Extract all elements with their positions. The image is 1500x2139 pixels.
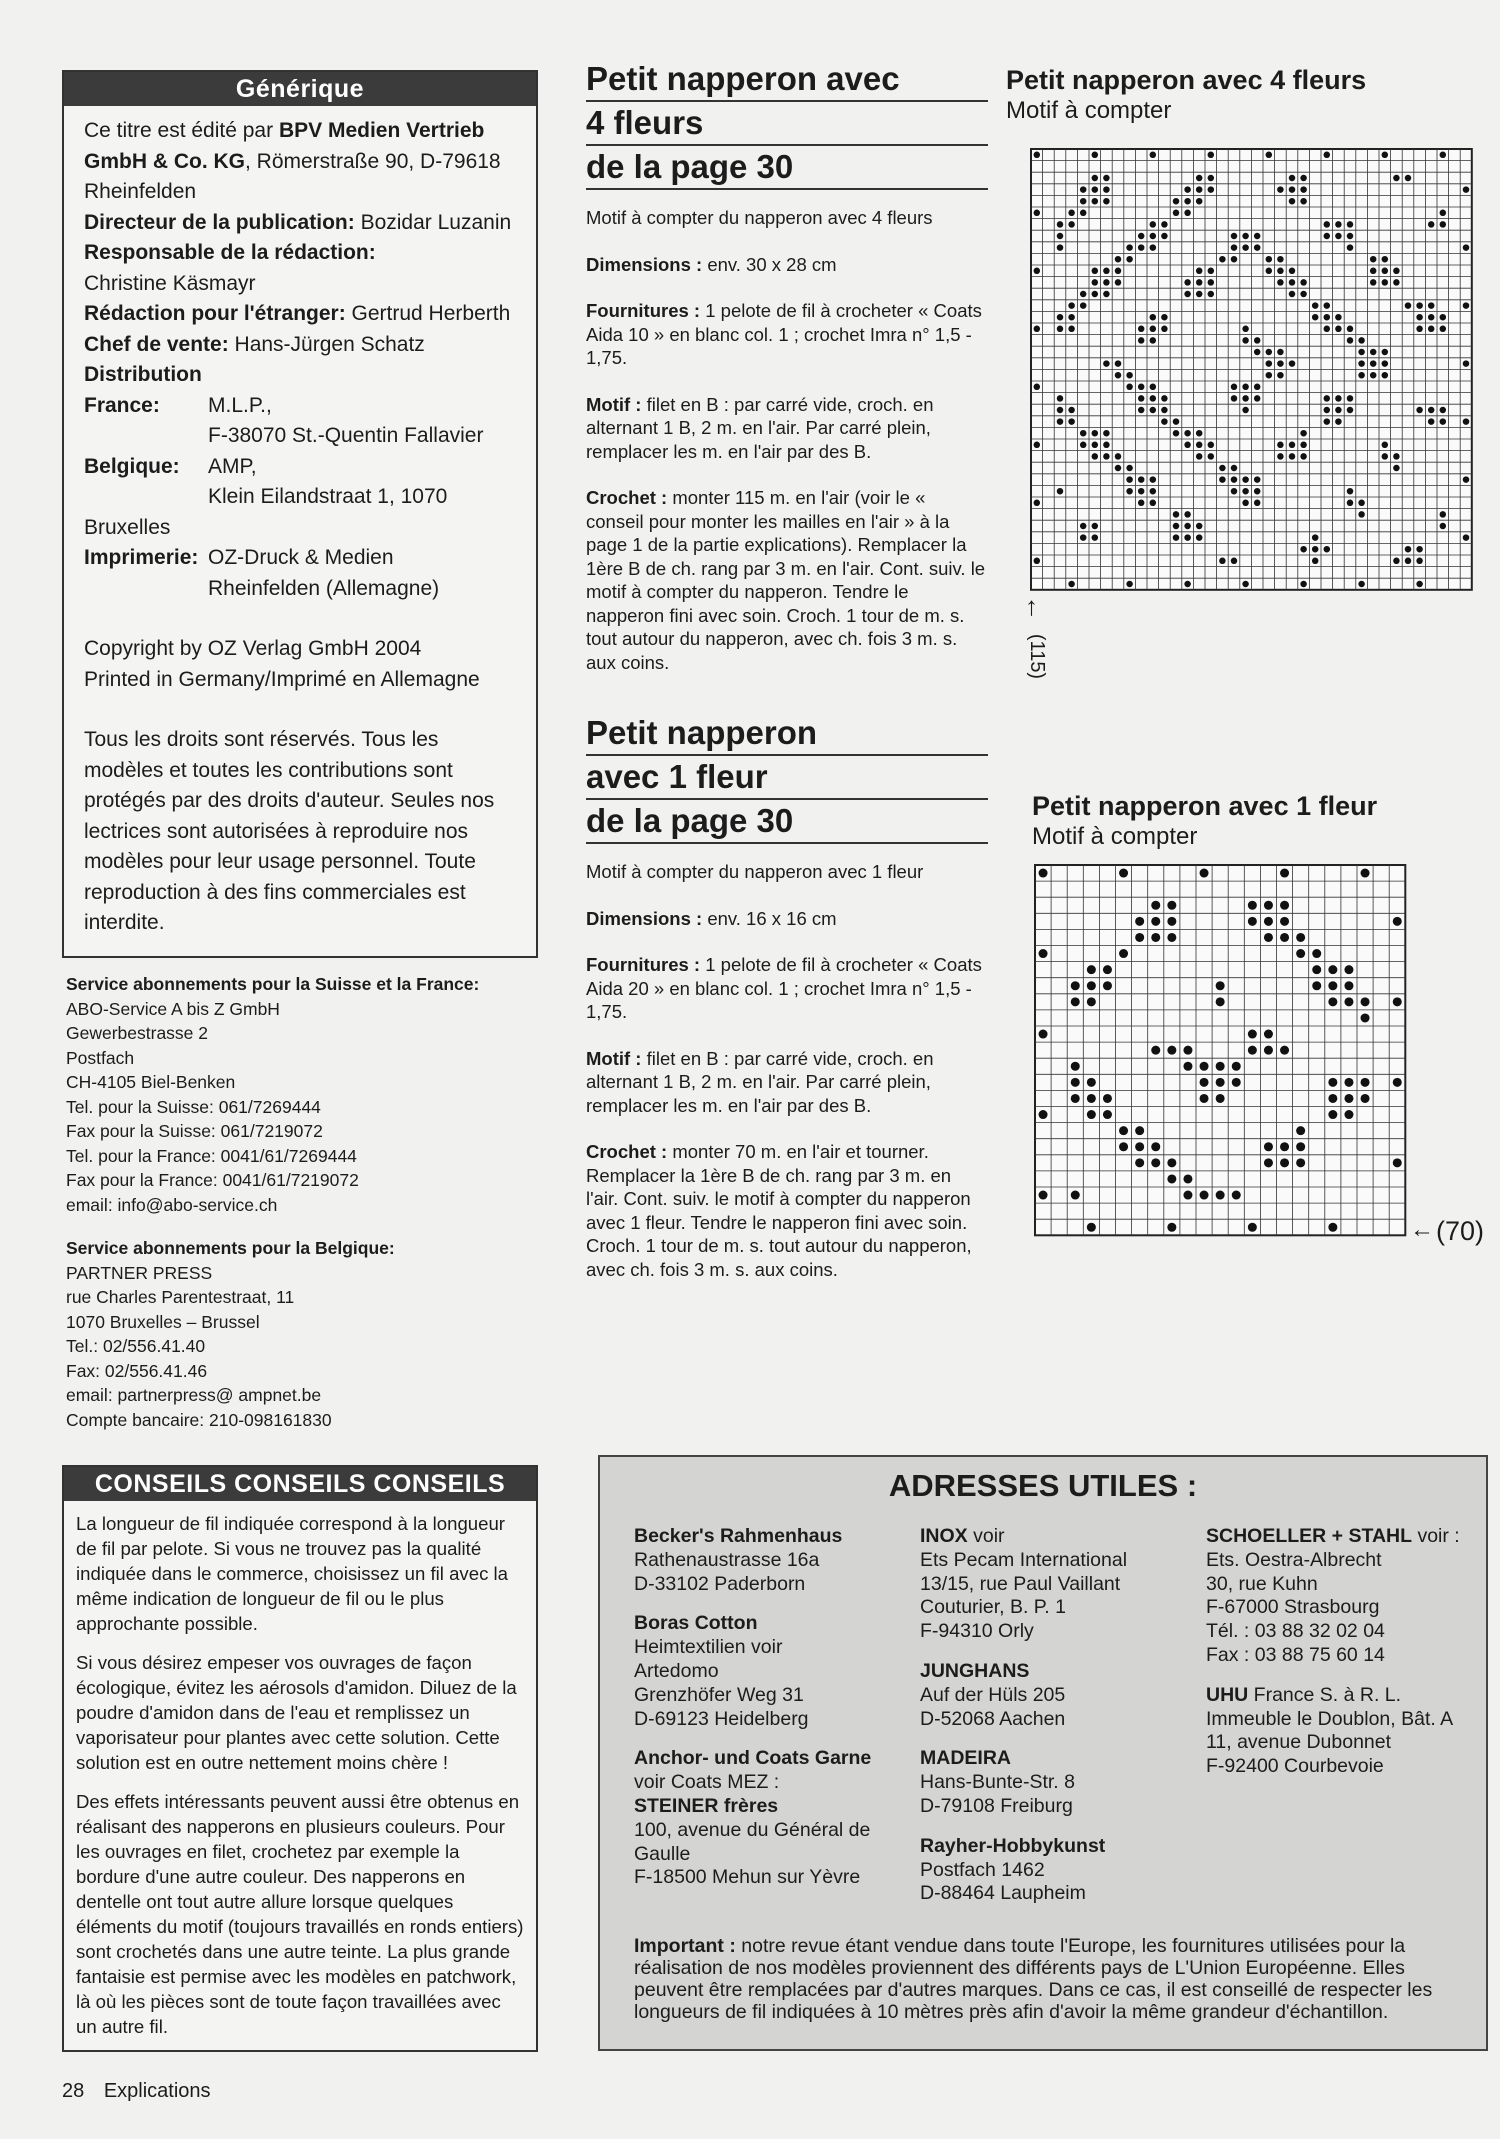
chart-1-fleur-title: Petit napperon avec 1 fleur bbox=[1032, 791, 1378, 821]
address-entry bbox=[920, 1525, 1190, 1644]
article-4-fleurs-title: Petit napperon avec 4 fleurs de la page 30 bbox=[586, 58, 988, 190]
service-line: email: info@abo-service.ch bbox=[66, 1194, 278, 1215]
distribution-heading: Distribution bbox=[84, 363, 202, 386]
imprimerie-row: Imprimerie: OZ-Druck & Medien Rheinfelden (Allemagne) bbox=[84, 546, 440, 600]
belgique-city: Bruxelles bbox=[84, 515, 171, 539]
service-line: Tel. pour la Suisse: 061/7269444 bbox=[66, 1096, 321, 1117]
address-name: STEINER frères bbox=[634, 1794, 779, 1817]
generique-body bbox=[64, 106, 536, 939]
service-line: email: partnerpress@ ampnet.be bbox=[66, 1385, 322, 1405]
address-line: 13/15, rue Paul Vaillant bbox=[920, 1572, 1121, 1595]
address-line: Immeuble le Doublon, Bât. A bbox=[1206, 1707, 1454, 1730]
service-line: Fax pour la Suisse: 061/7219072 bbox=[66, 1121, 323, 1141]
adresses-col-3 bbox=[1206, 1525, 1476, 1795]
generique-title: Générique bbox=[64, 72, 536, 106]
address-line: Ets Pecam International bbox=[920, 1548, 1128, 1571]
address-entry bbox=[634, 1525, 904, 1596]
address-line: Auf der Hüls 205 bbox=[920, 1683, 1066, 1706]
address-line: D-79108 Freiburg bbox=[920, 1794, 1073, 1817]
address-line: Rathenaustrasse 16a bbox=[634, 1548, 820, 1571]
chart-4-fleurs-count: (115) bbox=[1026, 633, 1049, 680]
chart-4-fleurs-title: Petit napperon avec 4 fleurs bbox=[1006, 65, 1367, 95]
address-line: D-33102 Paderborn bbox=[634, 1572, 806, 1595]
address-name: SCHOELLER + STAHL bbox=[1206, 1525, 1413, 1547]
chart-4-fleurs-heading bbox=[1006, 64, 1426, 126]
service-line: Fax: 02/556.41.46 bbox=[66, 1360, 208, 1381]
address-suffix: voir bbox=[967, 1525, 1005, 1547]
article-1-fleur-title: Petit napperon avec 1 fleur de la page 30 bbox=[586, 712, 988, 844]
footer-section: Explications bbox=[103, 2080, 211, 2102]
address-line: Postfach 1462 bbox=[920, 1858, 1045, 1881]
service-line: rue Charles Parentestraat, 11 bbox=[66, 1287, 295, 1307]
adresses-col-2 bbox=[920, 1525, 1190, 1922]
responsable-value: Christine Käsmayr bbox=[84, 271, 256, 295]
address-line: F-92400 Courbevoie bbox=[1206, 1755, 1384, 1778]
address-line: Tél. : 03 88 32 02 04 bbox=[1206, 1620, 1385, 1643]
address-name: Rayher-Hobbykunst bbox=[920, 1834, 1106, 1857]
publisher-line: Ce titre est édité par BPV Medien Vertrieb GmbH & Co. KG, Römerstraße 90, D-79618 Rheinfelden bbox=[84, 119, 501, 203]
service-line: Tel. pour la France: 0041/61/7269444 bbox=[66, 1145, 357, 1166]
conseils-box bbox=[62, 1465, 538, 2052]
printed-line: Printed in Germany/Imprimé en Allemagne bbox=[84, 667, 480, 691]
responsable-label: Responsable de la rédaction: bbox=[84, 241, 376, 264]
address-entry bbox=[634, 1612, 904, 1731]
chart-1-fleur-subtitle: Motif à compter bbox=[1032, 823, 1198, 850]
adresses-col-1 bbox=[634, 1525, 904, 1906]
address-line: voir Coats MEZ : bbox=[634, 1771, 780, 1794]
rights-text: Tous les droits sont réservés. Tous les modèles et toutes les contributions sont protégés par des droits d'auteur. Seules nos lectrices sont autorisées à reproduire nos modèles pour leur usage personnel. Toute reproduction à des fins commerciales est interdite. bbox=[84, 728, 495, 934]
page-number: 28 bbox=[62, 2080, 85, 2102]
article-4-fleurs-body: Motif à compter du napperon avec 4 fleurs Dimensions : env. 30 x 28 cm Fournitures : 1 pelote de fil à crocheter « Coats Aida 10 » en blanc col. 1 ; crochet Imra n° 1,5 - 1,75. Motif : filet en B : par carré vide, croch. en alternant 1 B, 2 m. en l'air. Par carré plein, remplacer les m. en l'air par des B. Crochet : monter 115 m. en l'air (voir le « conseil pour monter les mailles en l'air » à la page 1 de la partie explications). Remplacer la 1ère B de ch. rang par 3 m. en l'air. Cont. suiv. le motif à compter du napperon. Tendre le napperon fini avec soin. Croch. 1 tour de m. s. tout autour du napperon, avec ch. fois 3 m. s. aux coins. bbox=[586, 207, 986, 673]
address-line: 100, avenue du Général de Gaulle bbox=[634, 1818, 871, 1865]
address-line: D-69123 Heidelberg bbox=[634, 1707, 809, 1730]
address-line: 30, rue Kuhn bbox=[1206, 1572, 1318, 1595]
page-footer bbox=[62, 2080, 211, 2103]
service-be-heading: Service abonnements pour la Belgique: bbox=[66, 1238, 395, 1258]
service-line: Fax pour la France: 0041/61/7219072 bbox=[66, 1170, 359, 1190]
address-line: D-88464 Laupheim bbox=[920, 1882, 1086, 1905]
address-line: Ets. Oestra-Albrecht bbox=[1206, 1548, 1382, 1571]
address-name: Anchor- und Coats Garne bbox=[634, 1747, 872, 1770]
chart-4-fleurs-arrow-icon: ↑ bbox=[1025, 591, 1038, 621]
address-line: Fax : 03 88 75 60 14 bbox=[1206, 1643, 1385, 1666]
address-line: Artedomo bbox=[634, 1659, 719, 1682]
address-name: Boras Cotton bbox=[634, 1612, 758, 1635]
service-line: 1070 Bruxelles – Brussel bbox=[66, 1311, 260, 1332]
belgique-row: Belgique: AMP, Klein Eilandstraat 1, 1070 bbox=[84, 454, 448, 508]
address-line: F-94310 Orly bbox=[920, 1620, 1034, 1643]
chart-1-fleur-heading bbox=[1032, 790, 1452, 852]
address-suffix: voir : bbox=[1412, 1525, 1460, 1547]
address-suffix: France S. à R. L. bbox=[1248, 1683, 1402, 1706]
article-1-fleur bbox=[586, 712, 988, 1304]
address-entry bbox=[920, 1835, 1190, 1906]
redaction-line: Rédaction pour l'étranger: Gertrud Herberth bbox=[84, 302, 511, 325]
address-line: 11, avenue Dubonnet bbox=[1206, 1731, 1392, 1754]
france-row: France: M.L.P., F-38070 St.-Quentin Fallavier bbox=[84, 393, 484, 447]
address-name: JUNGHANS bbox=[920, 1659, 1030, 1682]
service-be-lines bbox=[66, 1261, 536, 1433]
chart-1-fleur-arrow-icon: ← bbox=[1410, 1216, 1434, 1243]
chart-4-fleurs-grid bbox=[1030, 148, 1476, 594]
address-name: INOX bbox=[920, 1525, 968, 1547]
address-entry bbox=[920, 1660, 1190, 1731]
address-name: UHU bbox=[1206, 1683, 1249, 1706]
service-line: ABO-Service A bis Z GmbH bbox=[66, 998, 280, 1019]
service-ch-fr-heading: Service abonnements pour la Suisse et la France: bbox=[66, 974, 480, 994]
director-line: Directeur de la publication: Bozidar Luzanin bbox=[84, 210, 512, 234]
address-entry bbox=[1206, 1525, 1476, 1668]
service-line: Gewerbestrasse 2 bbox=[66, 1023, 209, 1043]
address-name: Becker's Rahmenhaus bbox=[634, 1525, 843, 1547]
adresses-title: ADRESSES UTILES : bbox=[888, 1468, 1198, 1503]
service-line: CH-4105 Biel-Benken bbox=[66, 1072, 236, 1092]
chart-1-fleur-grid bbox=[1034, 864, 1408, 1238]
address-entry bbox=[920, 1747, 1190, 1818]
service-ch-fr-lines bbox=[66, 997, 536, 1218]
service-ch-fr bbox=[66, 972, 536, 1217]
address-entry bbox=[1206, 1684, 1476, 1779]
address-line: D-52068 Aachen bbox=[920, 1707, 1066, 1730]
service-line: Postfach bbox=[66, 1047, 135, 1068]
chart-4-fleurs-subtitle: Motif à compter bbox=[1006, 97, 1172, 124]
service-line: PARTNER PRESS bbox=[66, 1262, 213, 1283]
generique-box bbox=[62, 70, 538, 958]
article-1-fleur-body: Motif à compter du napperon avec 1 fleur Dimensions : env. 16 x 16 cm Fournitures : 1 pelote de fil à crocheter « Coats Aida 20 » en blanc col. 1 ; crochet Imra n° 1,5 - 1,75. Motif : filet en B : par carré vide, croch. en alternant 1 B, 2 m. en l'air. Par carré plein, remplacer les m. en l'air par des B. Crochet : monter 70 m. en l'air et tourner. Remplacer la 1ère B de ch. rang par 3 m. en l'air. Cont. suiv. le motif à compter du napperon avec 1 fleur. Tendre le napperon fini avec soin. Croch. 1 tour de m. s. tout autour du napperon, avec ch. fois 3 m. s. aux coins. bbox=[586, 861, 982, 1280]
address-line: F-18500 Mehun sur Yèvre bbox=[634, 1866, 861, 1889]
chart-1-fleur-count: (70) bbox=[1436, 1216, 1485, 1246]
service-line: Compte bancaire: 210-098161830 bbox=[66, 1409, 332, 1430]
address-line: Grenzhöfer Weg 31 bbox=[634, 1683, 804, 1706]
address-line: Hans-Bunte-Str. 8 bbox=[920, 1771, 1075, 1794]
chef-vente-line: Chef de vente: Hans-Jürgen Schatz bbox=[84, 332, 425, 356]
copyright-line: Copyright by OZ Verlag GmbH 2004 bbox=[84, 637, 422, 660]
service-be bbox=[66, 1236, 536, 1432]
address-entry bbox=[634, 1747, 904, 1890]
service-line: Tel.: 02/556.41.40 bbox=[66, 1336, 206, 1356]
address-line: Couturier, B. P. 1 bbox=[920, 1596, 1066, 1619]
address-name: MADEIRA bbox=[920, 1747, 1011, 1770]
adresses-important: Important : notre revue étant vendue dans toute l'Europe, les fournitures utilisées pour la réalisation de nos modèles proviennent des différents pays de L'Union Européenne. Elles peuvent être remplacées par d'autres marques. Dans ce cas, il est conseillé de respecter les longueurs de fil indiquées à 10 mètres près afin d'avoir la même grandeur d'échantillon. bbox=[634, 1935, 1433, 2023]
conseils-title: CONSEILS CONSEILS CONSEILS bbox=[64, 1467, 536, 1501]
article-4-fleurs bbox=[586, 58, 988, 697]
conseils-body: La longueur de fil indiquée correspond à la longueur de fil par pelote. Si vous ne trouvez pas la qualité indiquée dans le commerce, choisissez un fil avec la même indication de longueur de fil ou le plus approchante possible. Si vous désirez empeser vos ouvrages de façon écologique, évitez les aérosols d'amidon. Diluez de la poudre d'amidon dans de l'eau et remplissez un vaporisateur pour plantes avec cette solution. Cette solution est en outre nettement moins chère ! Des effets intéressants peuvent aussi être obtenus en réalisant des napperons en plusieurs couleurs. Pour les ouvrages en filet, crochetez par exemple la bordure d'une autre couleur. Des napperons en dentelle ont tout autre allure lorsque quelques éléments du motif (toujours travaillés en ronds entiers) sont crochetés dans une autre teinte. La plus grande fantaisie est permise avec les modèles en patchwork, là où les pièces sont de toute façon travaillées avec un autre fil. bbox=[76, 1513, 524, 2037]
adresses-box bbox=[598, 1455, 1488, 2051]
address-line: Heimtextilien voir bbox=[634, 1636, 783, 1659]
address-line: F-67000 Strasbourg bbox=[1206, 1596, 1380, 1619]
